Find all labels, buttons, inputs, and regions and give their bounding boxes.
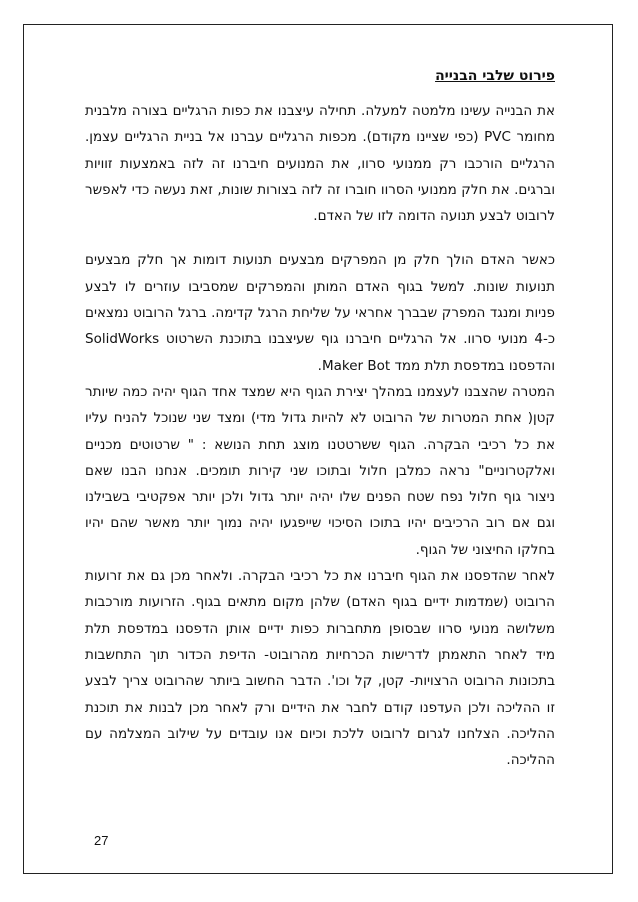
text-line: בתכונות הרובוט הרצויות- קטן, קל וכו'. הדבר החשוב ביותר שהרובוט צריך לבצע [85,673,555,690]
text-line: ואלקטרוניים" נראה כמלבן חלול ובתוכו שני קירות תומכים. אנחנו הבנו שאם [85,462,555,479]
page-number: 27 [94,833,109,848]
text-line: וברגים. את חלק ממנועי הסרוו חוברו זה לזה בצורות שונות, זאת נעשה כדי לאפשר [85,181,555,198]
text-line: כ-4 מנועי סרוו. אל הרגליים חיברנו גוף שעיצבנו בתוכנת השרטוט SolidWorks [85,331,555,348]
text-line: קטן( אחת המטרות של הרובוט לא להיות גדול מדי) ומצד שני שנוכל להניח עליו [85,410,555,427]
text-line: פניות ומנגד המפרק שבברך אחראי על שליחת הרגל קדימה. ברגל הרובוט נמצאים [85,305,555,322]
text-line: המטרה שהצבנו לעצמנו במהלך יצירת הגוף היא שמצד אחד הגוף יהיה כמה שיותר [85,383,555,400]
text-line: לאחר שהדפסנו את הגוף חיברנו את כל רכיבי הבקרה. ולאחר מכן גם את זרועות [85,568,555,585]
text-line: כאשר האדם הולך חלק מן המפרקים מבצעים תנועות דומות אך חלק מבצעים [85,252,555,269]
text-line: מחומר PVC (כפי שציינו מקודם). מכפות הרגליים עברנו אל בניית הרגליים עצמן. [85,129,556,146]
text-line: והדפסנו במדפסת תלת ממד Maker Bot. [317,357,555,374]
document-body [85,64,555,791]
paragraph-1 [85,98,555,229]
paragraph-2 [85,247,555,773]
text-line: בחלקו החיצוני של הגוף. [415,541,555,558]
text-line: את הבנייה עשינו מלמטה למעלה. תחילה עיצבנו את כפות הרגליים בצורה מלבנית [85,103,555,119]
text-line: ניצור גוף חלול נפח שטח הפנים שלו יהיה יותר גדול ולכן יותר אפקטיבי בשבילנו [85,489,555,506]
text-line: ההליכה. הצלחנו לגרום לרובוט ללכת וכיום אנו עובדים על שילוב המצלמה עם [85,725,555,742]
text-line: משלושה מנועי סרוו שבסופן מתחברות כפות ידיים אותן הדפסנו במדפסת תלת [85,620,555,637]
text-line: ההליכה. [506,752,555,769]
text-line: זו ההליכה ולכן העדפנו קודם לחבר את הידיים ורק לאחר מכן לבנות את תוכנת [85,699,555,716]
text-line: וגם אם רוב הרכיבים יהיו בתוכו הסיכוי שייפגעו יהיה נמוך יותר מאשר שהם יהיו [85,515,555,532]
section-heading: פירוט שלבי הבנייה [435,68,555,84]
text-line: מיד לאחר התאמתן לדרישות הכרחיות מהרובוט- הדיפת הכדור תוך התחשבות [85,646,555,663]
text-line: הרובוט (שמדמות ידיים בגוף האדם) שלהן מקום מתאים בגוף. הזרועות מורכבות [85,594,555,611]
text-line: את כל רכיבי הבקרה. הגוף ששרטטנו מוצג תחת הנושא : " שרטוטים מכניים [85,436,555,453]
text-line: לרובוט לבצע תנועה הדומה לזו של האדם. [313,208,555,225]
text-line: הרגליים הורכבו רק ממנועי סרוו, את המנועים חיברנו זה לזה באמצעות זוויות [85,155,555,172]
text-line: תנועות שונות. למשל בגוף האדם המותן והמפרקים שמסביבו עוזרים לו לבצע [85,278,555,295]
